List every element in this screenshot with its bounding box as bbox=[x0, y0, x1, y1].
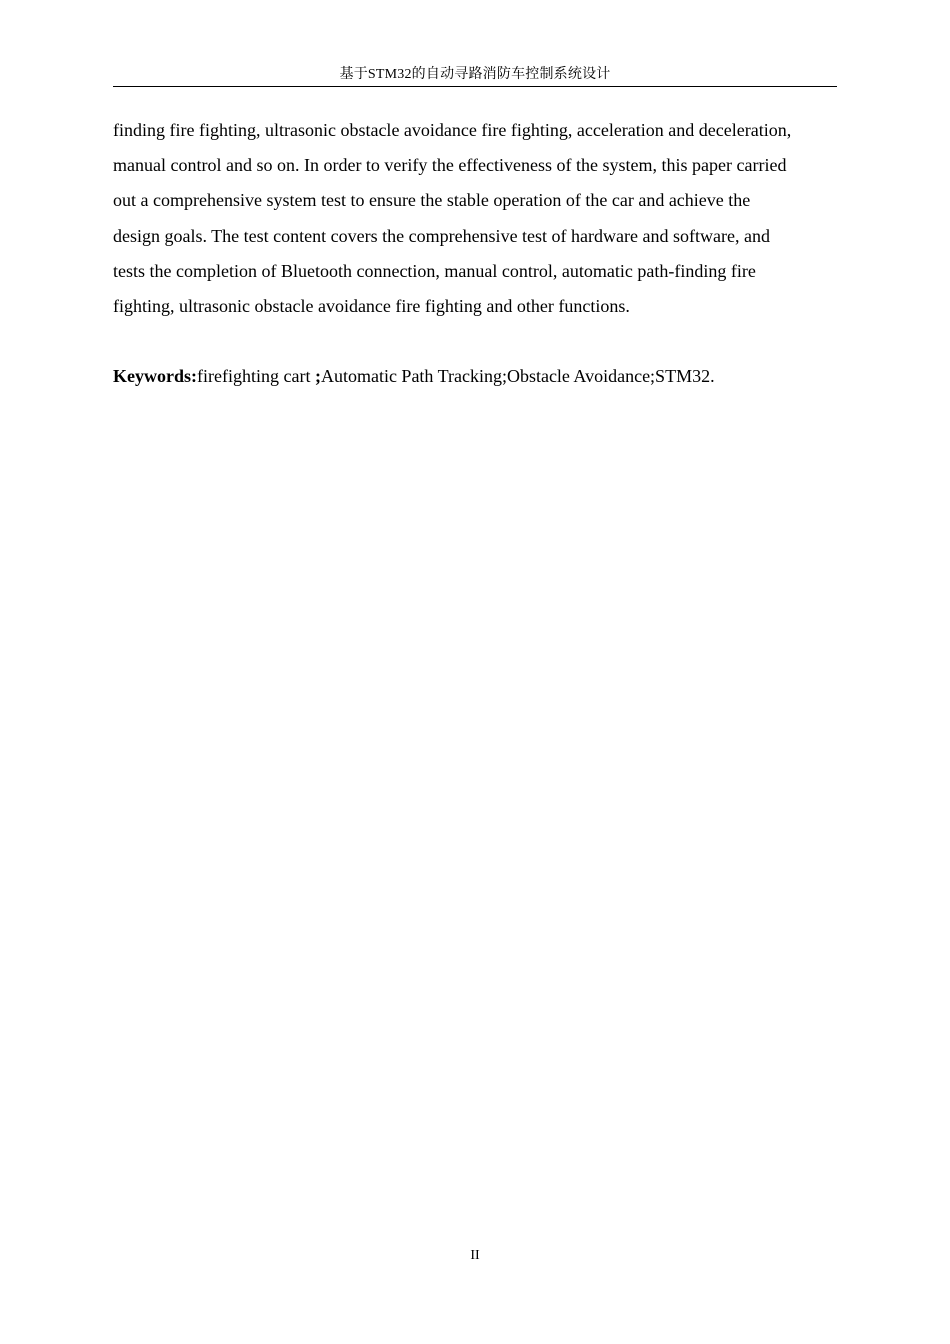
abstract-line: out a comprehensive system test to ensure the stable operation of the car and achieve the bbox=[113, 190, 751, 211]
abstract-line: tests the completion of Bluetooth connection, manual control, automatic path-finding fire bbox=[113, 260, 756, 281]
abstract-line: fighting, ultrasonic obstacle avoidance fire fighting and other functions. bbox=[113, 296, 630, 317]
abstract-paragraph bbox=[113, 113, 837, 324]
keywords-line bbox=[113, 359, 837, 394]
header-rule bbox=[113, 86, 837, 87]
running-header: 基于STM32的自动寻路消防车控制系统设计 bbox=[339, 67, 611, 82]
abstract-line: manual control and so on. In order to verify the effectiveness of the system, this paper carried bbox=[113, 155, 787, 176]
keyword-separator: ; bbox=[314, 366, 321, 386]
abstract-line: design goals. The test content covers the comprehensive test of hardware and software, and bbox=[113, 225, 770, 246]
abstract-line: finding fire fighting, ultrasonic obstacle avoidance fire fighting, acceleration and deceleration, bbox=[113, 120, 792, 140]
keywords-label: Keywords: bbox=[113, 366, 197, 386]
keyword-rest: Automatic Path Tracking;Obstacle Avoidance;STM32. bbox=[320, 366, 715, 386]
keyword-first: firefighting cart bbox=[197, 366, 315, 386]
page-number: II bbox=[470, 1248, 480, 1263]
